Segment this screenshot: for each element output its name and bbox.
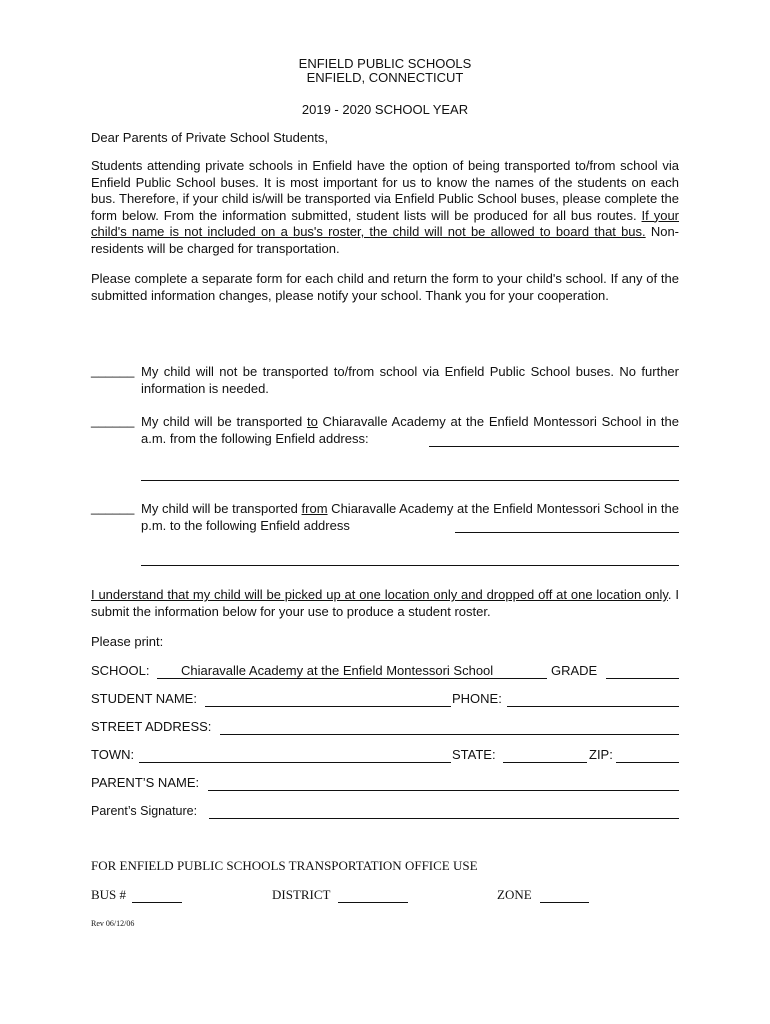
grade-field[interactable] [606,664,679,679]
bus-number-field[interactable] [132,888,182,903]
parent-signature-label: Parent’s Signature: [91,804,198,818]
school-label: SCHOOL: [91,663,150,678]
am-address-line-1[interactable] [429,432,679,447]
instructions-paragraph: Please complete a separate form for each child and return the form to your child's school. If any of the submitted information changes, please notify your school. Thank you for your cooperation. [91,271,679,303]
option-1-checkline[interactable]: ______ [91,363,135,378]
phone-label: PHONE: [452,691,502,706]
street-address-label: STREET ADDRESS: [91,719,212,734]
zip-field[interactable] [616,748,679,763]
option-3-post: Chiaravalle Academy at the Enfield Montessori School in the p.m. to the following Enfield address [141,501,679,533]
phone-field[interactable] [507,692,679,707]
option-2-post: Chiaravalle Academy at the Enfield Montessori School in the a.m. from the following Enfield address: [141,414,679,446]
school-year: 2019 - 2020 SCHOOL YEAR [301,102,469,117]
state-label: STATE: [452,747,496,762]
street-address-field[interactable] [220,720,679,735]
office-use-title: FOR ENFIELD PUBLIC SCHOOLS TRANSPORTATION OFFICE USE [91,858,478,873]
town-field[interactable] [139,748,451,763]
pm-address-line-1[interactable] [455,518,679,533]
option-2-pre: My child will be transported [141,414,307,429]
pm-address-line-2[interactable] [141,551,679,566]
consent-underlined: I understand that my child will be picked up at one location only and dropped off at one location only [91,587,668,602]
intro-paragraph [91,158,679,257]
option-2-checkline[interactable]: ______ [91,413,135,428]
district-label: DISTRICT [272,887,331,902]
consent-rest: . I submit the information below for your use to produce a student roster. [91,587,679,619]
zone-label: ZONE [497,887,532,902]
option-3-checkline[interactable]: ______ [91,500,135,515]
district-field[interactable] [338,888,408,903]
parent-name-label: PARENT’S NAME: [91,775,200,790]
option-3-keyword: from [301,501,328,516]
intro-warning: If your child's name is not included on a bus's roster, the child will not be allowed to board that bus. [91,207,680,239]
please-print-label: Please print: [91,634,164,649]
intro-text-a: Students attending private schools in Enfield have the option of being transported to/from school via Enfield Public School buses. It is most important for us to know the names of the students on each bus. Therefore, if your child is/will be transported via Enfield Public School buses, please complete the form below. From the information submitted, student lists will be produced for all bus routes. [91,158,679,223]
school-value: Chiaravalle Academy at the Enfield Montessori School [181,663,494,678]
grade-label: GRADE [551,663,598,678]
state-field[interactable] [503,748,587,763]
option-2-keyword: to [306,414,318,429]
zone-field[interactable] [540,888,589,903]
district-location: ENFIELD, CONNECTICUT [306,70,464,85]
option-1-text: My child will not be transported to/from school via Enfield Public School buses. No further information is needed. [141,364,679,396]
student-name-label: STUDENT NAME: [91,691,197,706]
am-address-line-2[interactable] [141,466,679,481]
town-label: TOWN: [91,747,135,762]
student-name-field[interactable] [205,692,451,707]
revision-date: Rev 06/12/06 [91,919,135,928]
consent-statement [91,587,679,620]
parent-name-field[interactable] [208,776,679,791]
salutation: Dear Parents of Private School Students, [91,130,329,145]
option-3-pre: My child will be transported [141,501,302,516]
district-name: ENFIELD PUBLIC SCHOOLS [298,56,472,71]
intro-text-b: Non-residents will be charged for transportation. [91,224,679,256]
bus-number-label: BUS # [91,887,127,902]
zip-label: ZIP: [589,747,613,762]
parent-signature-field[interactable] [209,804,679,819]
